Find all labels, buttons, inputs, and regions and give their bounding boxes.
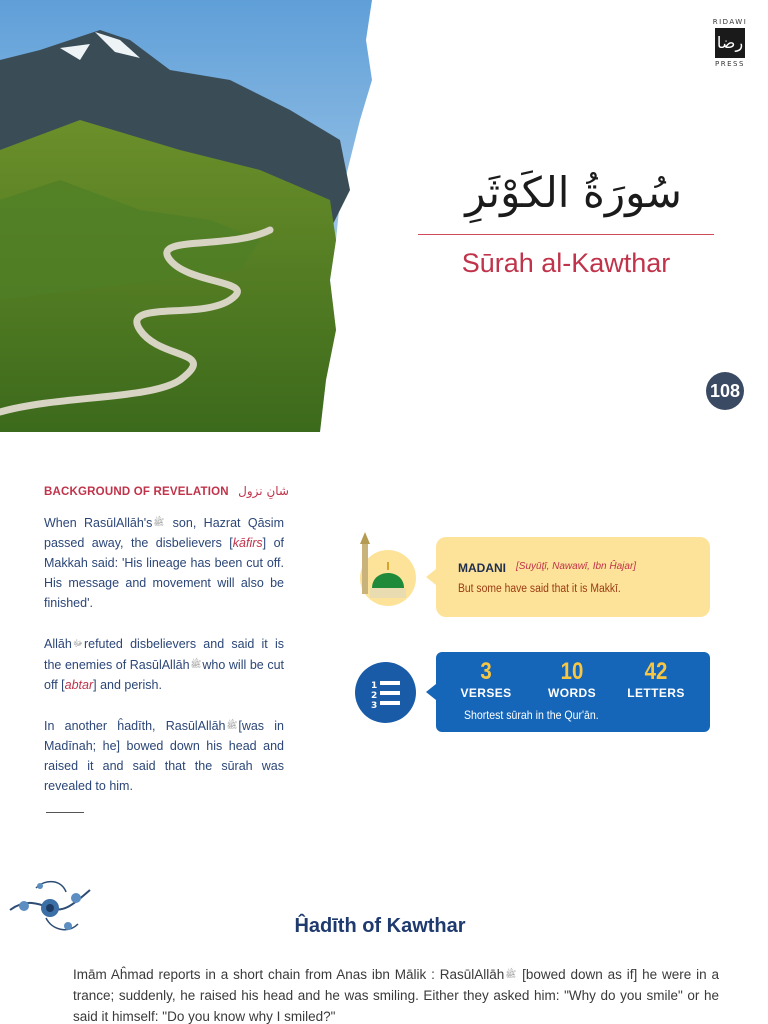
revelation-sources: [Suyūţī, Nawawī, Ibn Ĥajar] xyxy=(516,561,637,572)
stat-verses-label: VERSES xyxy=(460,686,512,700)
text-run: [bowed down as if] he were in a trance; suddenly, he raised his head and he was smiling. Either they asked him: "Why do you smile" or he said it himself: "Do you know why I smiled?" xyxy=(73,967,719,1024)
stat-words-value: 10 xyxy=(560,658,584,685)
page-title: Sūrah al-Kawthar xyxy=(461,248,671,278)
numbered-list-icon xyxy=(355,662,416,723)
stat-letters-label: LETTERS xyxy=(627,686,685,700)
term-abtar: abtar xyxy=(64,678,94,692)
green-dome-icon xyxy=(352,532,418,608)
text-run: son, Hazrat Qāsim passed away, the disbelievers [ xyxy=(44,516,284,550)
landscape-image xyxy=(0,0,372,432)
arabic-title: سُورَةُ الكَوْثَرِ xyxy=(465,168,682,217)
svg-text:2: 2 xyxy=(371,691,378,701)
background-body xyxy=(44,512,284,816)
svg-text:3: 3 xyxy=(371,701,378,711)
honorific-icon: ﷺ xyxy=(505,969,517,979)
floral-ornament-icon xyxy=(6,868,96,940)
text-run: who will be cut off [ xyxy=(44,658,284,692)
honorific-icon: ﷺ xyxy=(190,659,202,669)
stat-words-label: WORDS xyxy=(548,686,596,700)
text-run: ] and perish. xyxy=(93,678,162,692)
svg-text:1: 1 xyxy=(371,681,378,691)
background-paragraph-3 xyxy=(44,715,284,796)
section-divider xyxy=(46,812,84,813)
text-run: In another ĥadīth, RasūlAllāh xyxy=(44,719,226,733)
text-run: refuted disbelievers and said it is the enemies of RasūlAllāh xyxy=(44,637,284,672)
background-heading xyxy=(44,484,289,498)
hadith-title: Ĥadīth of Kawthar xyxy=(294,915,466,937)
honorific-icon: ﷻ xyxy=(72,638,83,648)
hadith-body xyxy=(73,964,719,1024)
background-heading-text: BACKGROUND OF REVELATION xyxy=(44,486,229,498)
stats-card xyxy=(436,652,710,732)
stats-note: Shortest sūrah in the Qur'ān. xyxy=(464,708,599,722)
text-run: [was in Madīnah; he] bowed down his head and raised it and said that the sūrah was revealed to him. xyxy=(44,719,284,793)
stat-verses-value: 3 xyxy=(480,658,492,685)
text-run: ] of Makkah said: 'His lineage has been cut off. His message and movement will also be finished'. xyxy=(44,536,285,610)
revelation-note: But some have said that it is Makkī. xyxy=(458,583,621,595)
stat-verses xyxy=(446,658,526,700)
background-heading-arabic: شانِ نزول xyxy=(238,484,289,498)
publisher-logo xyxy=(712,18,748,68)
stat-letters-value: 42 xyxy=(644,658,668,685)
text-run: When RasūlAllāh's xyxy=(44,516,153,530)
logo-mark: رضا xyxy=(715,28,745,58)
surah-number-badge: 108 xyxy=(706,372,744,410)
honorific-icon: ﷺ xyxy=(153,517,165,527)
honorific-icon: ﷺ xyxy=(226,720,238,730)
background-paragraph-2 xyxy=(44,633,284,695)
background-paragraph-1 xyxy=(44,512,284,613)
logo-bottom-text: PRESS xyxy=(715,60,745,68)
title-divider xyxy=(418,234,714,235)
logo-top-text: RIDAWI xyxy=(712,18,748,26)
text-run: Allāh xyxy=(44,637,72,651)
revelation-type: MADANI xyxy=(458,561,506,575)
stat-words xyxy=(532,658,612,700)
term-kafirs: kāfirs xyxy=(232,536,263,550)
stat-letters xyxy=(616,658,696,700)
revelation-card xyxy=(436,537,710,617)
text-run: Imām Aĥmad reports in a short chain from Anas ibn Mālik : RasūlAllāh xyxy=(73,967,505,982)
